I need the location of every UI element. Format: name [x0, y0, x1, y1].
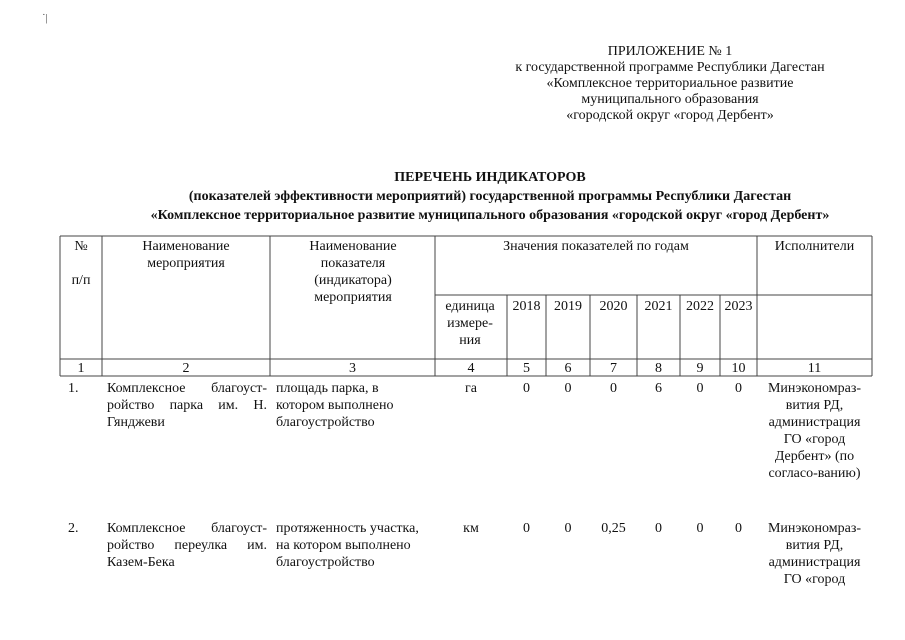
col-header-number-bottom: п/п: [71, 273, 91, 288]
title-subtitle: (показателей эффективности мероприятий) государственной программы Республики Дагестан: [188, 189, 792, 204]
col-number: 10: [731, 361, 746, 376]
col-number: 2: [182, 361, 190, 376]
col-header-executors: Исполнители: [774, 239, 855, 254]
col-number: 6: [564, 361, 572, 376]
row-value: 0: [610, 381, 617, 396]
document-title: [60, 168, 905, 225]
row-executor: Минэкономраз-вития РД, администрация ГО «город: [767, 521, 862, 587]
appendix-line: «городской округ «город Дербент»: [566, 108, 774, 123]
col-header-year: 2023: [724, 299, 753, 314]
appendix-line: к государственной программе Республики Дагестан: [515, 60, 825, 75]
row-number: 2.: [68, 521, 79, 536]
title-program-name: «Комплексное территориальное развитие муниципального образования «городской округ «город Дербент»: [150, 208, 830, 223]
row-value: 0: [735, 521, 742, 536]
col-header-year: 2019: [554, 299, 582, 314]
row-value: 0: [523, 521, 530, 536]
col-number: 4: [467, 361, 475, 376]
col-header-year: 2021: [644, 299, 673, 314]
row-unit: га: [465, 381, 477, 396]
col-number: 9: [696, 361, 704, 376]
row-value: 0,25: [601, 521, 626, 536]
appendix-line: «Комплексное территориальное развитие: [546, 76, 794, 91]
row-executor: Минэкономраз-вития РД, администрация ГО «город Дербент» (по согласо-ванию): [767, 381, 862, 481]
col-number: 7: [610, 361, 617, 376]
row-number: 1.: [68, 381, 79, 396]
col-number: 8: [655, 361, 662, 376]
title-main: ПЕРЕЧЕНЬ ИНДИКАТОРОВ: [394, 170, 586, 185]
row-event-name: Комплексное благоуст-ройство переулка им. Казем-Бека: [107, 521, 267, 570]
scan-speck: ˙|: [42, 12, 48, 24]
col-number: 3: [349, 361, 356, 376]
row-value: 0: [696, 521, 704, 536]
col-header-indicator: Наименование показателя (индикатора) мероприятия: [309, 239, 397, 305]
row-value: 0: [735, 381, 742, 396]
row-indicator-name: протяженность участка, на котором выполнено благоустройство: [276, 521, 419, 570]
appendix-line: муниципального образования: [581, 92, 759, 107]
col-header-year: 2022: [686, 299, 714, 314]
row-unit: км: [463, 521, 479, 536]
col-number: 1: [77, 361, 85, 376]
appendix-header: [470, 44, 870, 124]
row-indicator-name: площадь парка, в котором выполнено благоустройство: [276, 381, 394, 430]
row-value: 0: [655, 521, 662, 536]
col-header-values-group: Значения показателей по годам: [503, 239, 689, 254]
col-number: 5: [523, 361, 530, 376]
row-event-name: Комплексное благоуст-ройство парка им. Н. Гянджеви: [107, 381, 267, 430]
row-value: 6: [655, 381, 662, 396]
row-value: 0: [523, 381, 530, 396]
row-value: 0: [696, 381, 704, 396]
col-header-year: 2018: [512, 299, 541, 314]
row-value: 0: [564, 381, 572, 396]
col-header-number-top: №: [74, 239, 88, 254]
col-header-unit: единица измере-ния: [445, 299, 495, 348]
col-header-event: Наименование мероприятия: [142, 239, 230, 271]
appendix-title: ПРИЛОЖЕНИЕ № 1: [607, 44, 733, 59]
col-number: 11: [807, 361, 822, 376]
col-header-year: 2020: [599, 299, 628, 314]
row-value: 0: [564, 521, 572, 536]
